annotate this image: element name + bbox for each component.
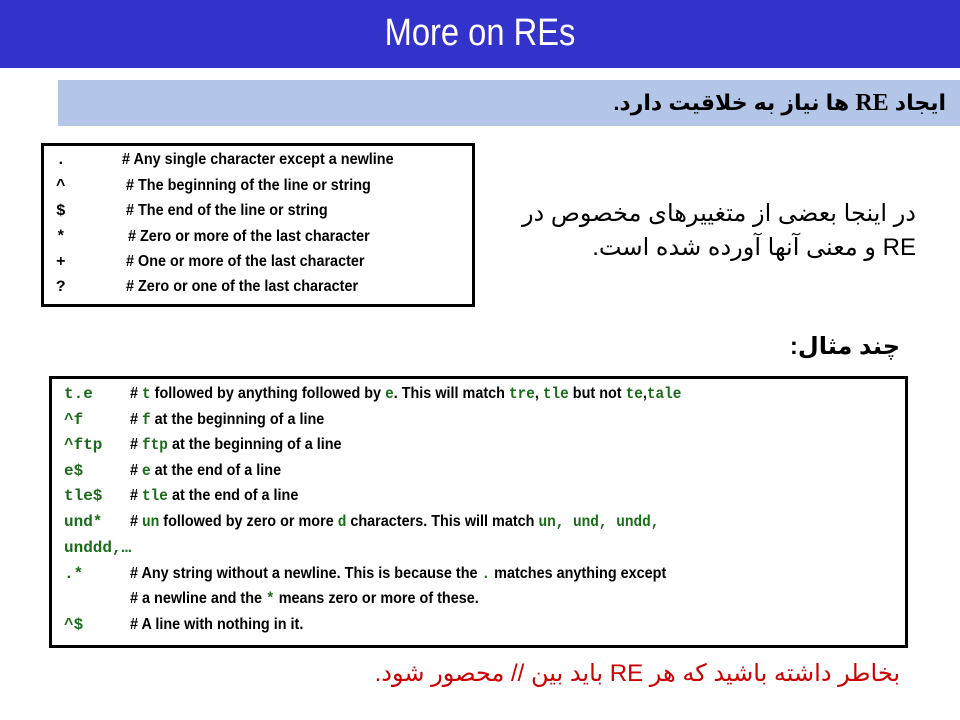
example-row — [64, 564, 726, 584]
example-code: tale — [646, 385, 682, 403]
example-text: # — [130, 513, 143, 530]
subtitle-prefix: ایجاد — [894, 90, 946, 115]
example-code: te — [625, 385, 643, 403]
example-text: # — [130, 462, 143, 479]
example-text: characters. This will match — [346, 513, 539, 530]
example-code: * — [266, 590, 275, 608]
examples-label: چند مثال: — [789, 333, 900, 360]
example-pattern: e$ — [64, 462, 84, 480]
metachar-symbol: * — [56, 228, 66, 246]
bottom-note: بخاطر داشته باشید که هر RE باید بین // محصور شود. — [374, 660, 900, 687]
example-row — [64, 461, 298, 481]
metachar-box — [41, 143, 475, 307]
example-code: un — [142, 513, 160, 531]
example-text: matches anything except — [490, 565, 667, 582]
subtitle-bar — [58, 80, 960, 126]
metachar-symbol: + — [56, 253, 66, 271]
example-text: , — [534, 385, 543, 402]
slide-title: More on REs — [384, 12, 576, 54]
example-code: tle — [542, 385, 569, 403]
example-text: . This will match — [393, 385, 509, 402]
example-code: e — [385, 385, 394, 403]
example-text: # — [130, 411, 143, 428]
example-text: # A line with nothing in it. — [130, 616, 304, 633]
example-row — [64, 512, 718, 532]
metachar-comment: # The beginning of the line or string — [126, 177, 371, 194]
example-text: # — [130, 487, 143, 504]
example-row — [64, 410, 346, 430]
example-row — [64, 486, 317, 506]
example-text: but not — [568, 385, 626, 402]
slide-subtitle — [613, 88, 946, 118]
example-pattern: und* — [64, 513, 103, 531]
metachar-comment: # The end of the line or string — [126, 202, 328, 219]
metachar-comment: # Zero or one of the last character — [126, 278, 359, 295]
example-pattern: .* — [64, 565, 84, 583]
example-code: e — [142, 462, 151, 480]
example-pattern: tle$ — [64, 487, 103, 505]
example-row — [64, 589, 518, 609]
metachar-comment: # Any single character except a newline — [122, 151, 394, 168]
example-pattern: ^$ — [64, 616, 84, 634]
metachar-comment: # Zero or more of the last character — [128, 228, 370, 245]
example-text: at the beginning of a line — [150, 411, 325, 428]
example-row — [64, 615, 323, 635]
example-text: at the end of a line — [150, 462, 282, 479]
example-code: tle — [142, 487, 168, 505]
metachar-comment: # One or more of the last character — [126, 253, 365, 270]
example-text: , — [642, 385, 647, 402]
example-code: f — [142, 411, 151, 429]
example-pattern: t.e — [64, 385, 93, 403]
example-code: d — [337, 513, 347, 531]
example-text: # Any string without a newline. This is because the — [130, 565, 482, 582]
example-text: # a newline and the — [130, 590, 267, 607]
subtitle-re: RE — [855, 90, 889, 116]
example-pattern: ^f — [64, 411, 84, 429]
example-code: t — [142, 385, 151, 403]
example-text: # — [130, 436, 143, 453]
example-row — [64, 435, 365, 455]
subtitle-suffix: ها نیاز به خلاقیت دارد. — [613, 90, 850, 115]
description-text: در اینجا بعضی از متغییرهای مخصوص در RE و معنی آنها آورده شده است. — [521, 200, 916, 261]
example-code: tre — [508, 385, 535, 403]
example-text: followed by anything followed by — [150, 385, 386, 402]
metachar-symbol: ? — [56, 278, 66, 296]
example-pattern: ^ftp — [64, 436, 103, 454]
example-text: at the end of a line — [167, 487, 299, 504]
example-row — [64, 384, 743, 404]
metachar-symbol: . — [56, 151, 66, 169]
example-text: followed by zero or more — [159, 513, 338, 530]
metachar-symbol: ^ — [56, 177, 66, 195]
title-bar — [0, 0, 960, 68]
example-text: means zero or more of these. — [274, 590, 479, 607]
example-code: . — [481, 565, 491, 583]
examples-box — [49, 376, 908, 648]
example-text: # — [130, 385, 143, 402]
example-continuation: unddd,… — [64, 539, 132, 557]
example-row — [64, 538, 131, 558]
metachar-symbol: $ — [56, 202, 66, 220]
example-code: un, und, undd, — [538, 513, 660, 531]
example-code: ftp — [142, 436, 168, 454]
example-text: at the beginning of a line — [167, 436, 342, 453]
